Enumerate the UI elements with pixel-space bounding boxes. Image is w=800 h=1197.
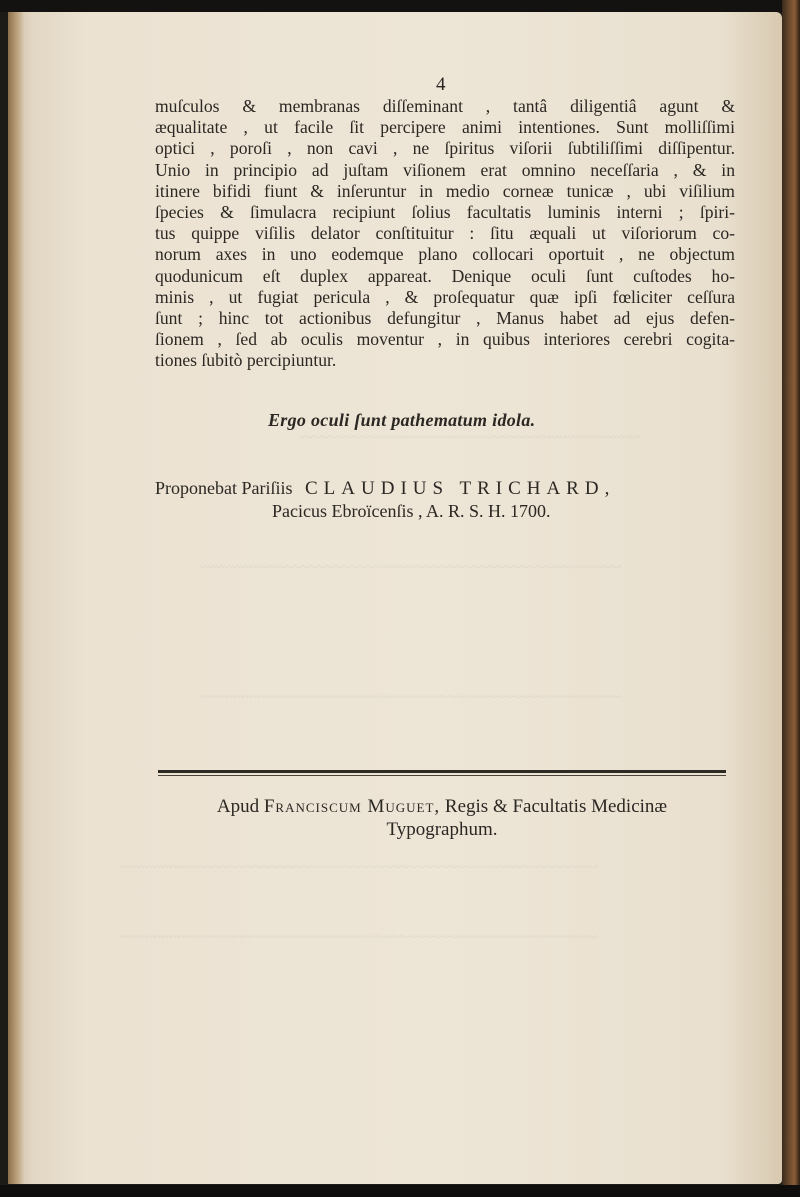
- body-line: itinere bifidi fiunt & inſeruntur in medio corneæ tunicæ , ubi viſilium: [155, 180, 735, 201]
- author-origin: Pacicus Ebroïcenſis , A. R. S. H. 1700.: [272, 501, 551, 521]
- proposition-line: [155, 478, 735, 500]
- show-through-texture: ~~~~~~~~~~~~~~~~~~~~~~~~~~~~~~~~~~~~~~~~~~~~~~~~~~~~: [200, 690, 622, 706]
- divider-rule-thin: [158, 775, 726, 776]
- body-line: æqualitate , ut facile ſit percipere animi intentiones. Sunt molliſſimi: [155, 117, 735, 138]
- body-line: ſunt ; hinc tot actionibus defungitur , Manus habet ad ejus defen-: [155, 308, 735, 329]
- book-fore-edge: [782, 0, 800, 1197]
- body-line: ſpecies & ſimulacra recipiunt ſolius facultatis luminis interni ; ſpiri-: [155, 202, 735, 223]
- show-through-texture: ~~~~~~~~~~~~~~~~~~~~~~~~~~~~~~~~~~~~~~~~~~~~~~~~~~~~: [200, 560, 622, 576]
- imprint-apud: Apud: [216, 796, 260, 817]
- printer-imprint: [158, 795, 726, 841]
- body-paragraph: [155, 96, 735, 372]
- binding-gutter: [8, 12, 24, 1184]
- show-through-texture: ~~~~~~~~~~~~~~~~~~~~~~~~~~~~~~~~~~~~~~~~~~~~~~~~~~~~~~~~~~~: [120, 860, 599, 876]
- body-line: norum axes in uno eodemque plano collocari oportuit , ne objectum: [155, 244, 735, 265]
- author-name: CLAUDIUS TRICHARD,: [305, 478, 616, 499]
- body-line: optici , poroſi , non cavi , ne ſpiritus viſorii ſubtiliſſimi diſſipentur.: [155, 138, 735, 159]
- body-line: tiones ſubitò percipiuntur.: [155, 350, 337, 371]
- scan-top-edge: [0, 0, 800, 12]
- scan-bottom-edge: [0, 1185, 800, 1197]
- proposition-prefix: Proponebat Pariſiis: [155, 478, 293, 498]
- body-line: ſionem , ſed ab oculis moventur , in quibus interiores cerebri cogita-: [155, 329, 735, 350]
- body-line: tus quippe viſilis delator conſtituitur : ſitu æquali ut viſoriorum co-: [155, 223, 735, 244]
- show-through-texture: ~~~~~~~~~~~~~~~~~~~~~~~~~~~~~~~~~~~~~~~~~~~~~~~~~~~~~~~~~~~: [120, 930, 599, 946]
- body-line: minis , ut fugiat pericula , & proſequatur quæ ipſi fœliciter ceſſura: [155, 286, 735, 307]
- divider-rule: [158, 770, 726, 773]
- imprint-tail: Regis & Facultatis Medicinæ: [444, 796, 668, 817]
- show-through-texture: ~~~~~~~~~~~~~~~~~~~~~~~~~~~~~~~~~~~~~~~~~~: [300, 430, 641, 446]
- body-line: muſculos & membranas diſſeminant , tantâ diligentiâ agunt &: [155, 96, 735, 116]
- thesis-conclusion: Ergo oculi ſunt pathematum idola.: [268, 410, 536, 430]
- imprint-line-1: [158, 795, 726, 818]
- printer-name: Franciscum Muguet,: [263, 796, 441, 817]
- page-number: 4: [436, 74, 446, 95]
- body-line: quodunicum eſt duplex appareat. Denique oculi ſunt cuſtodes ho-: [155, 265, 735, 286]
- body-line: Unio in principio ad juſtam viſionem erat omnino neceſſaria , & in: [155, 159, 735, 180]
- imprint-line-2: Typographum.: [386, 819, 498, 840]
